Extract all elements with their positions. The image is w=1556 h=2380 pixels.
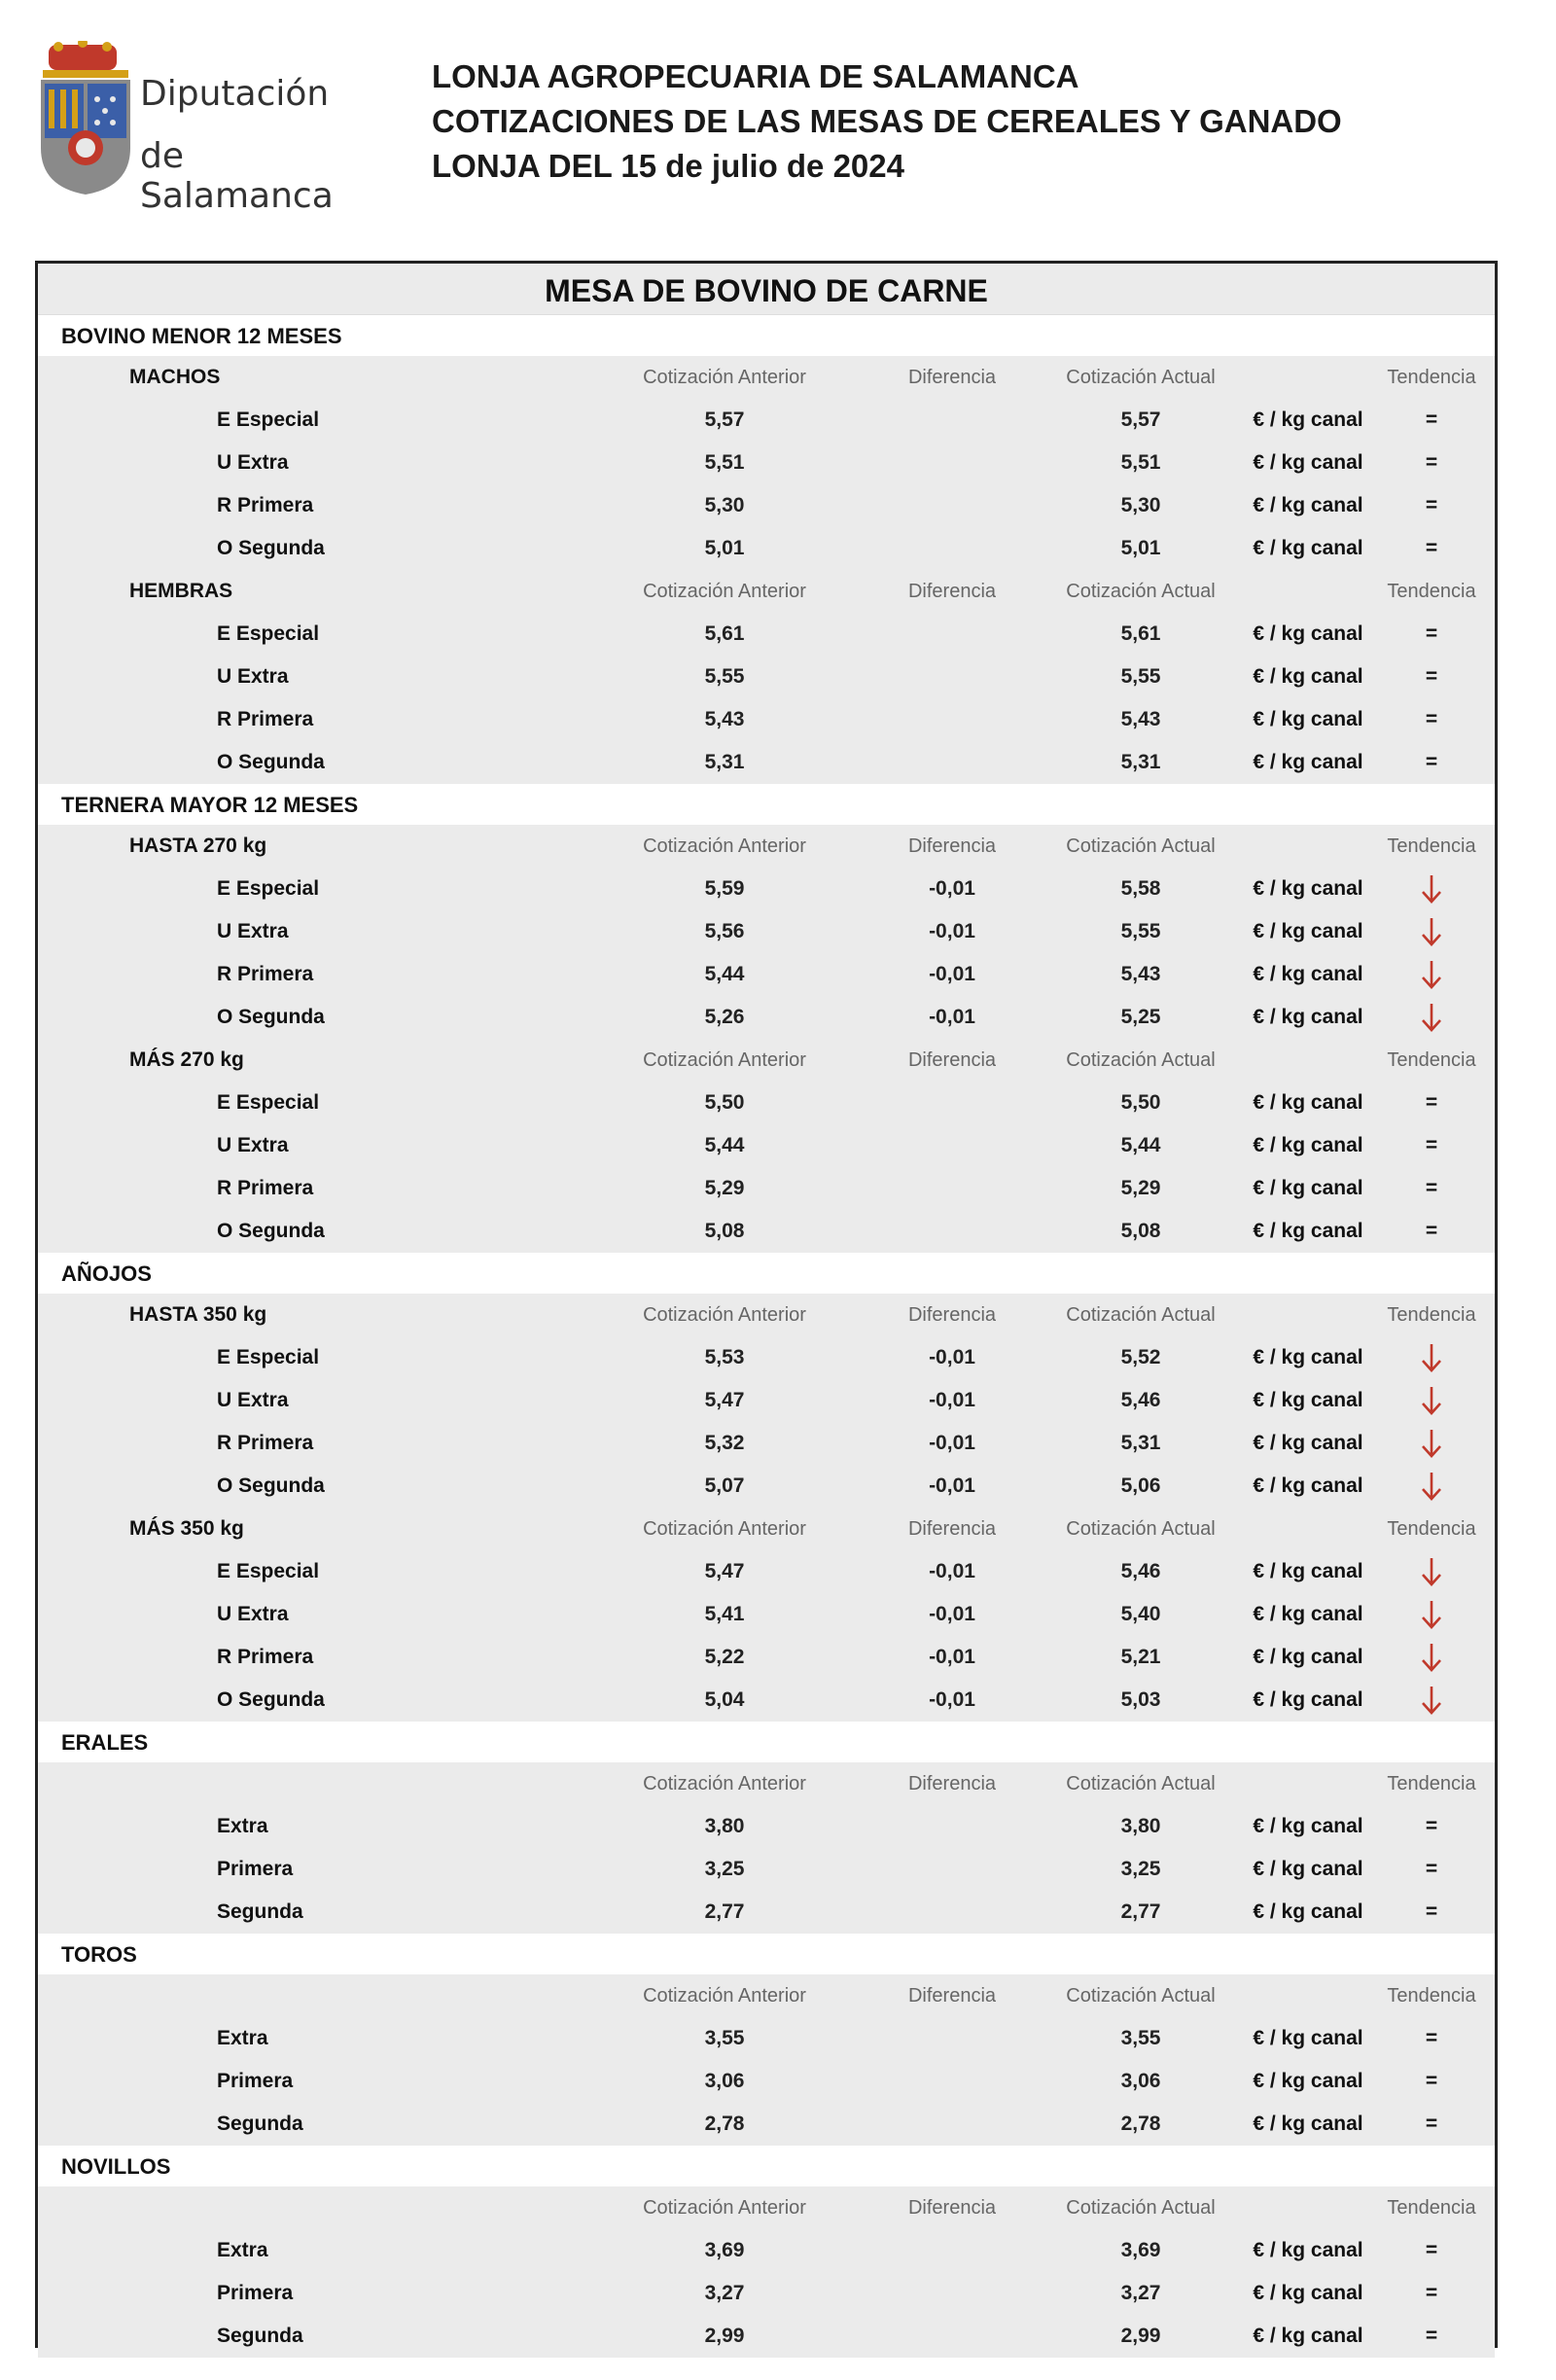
row-cotizacion-anterior: 5,51 xyxy=(704,451,745,474)
row-category: O Segunda xyxy=(217,1220,325,1242)
col-header-actual: Cotización Actual xyxy=(1066,835,1216,857)
row-diferencia: -0,01 xyxy=(929,920,975,942)
row-category: R Primera xyxy=(217,1646,314,1668)
section-body xyxy=(38,356,1495,784)
row-unit: € / kg canal xyxy=(1253,963,1363,985)
row-cotizacion-actual: 5,25 xyxy=(1120,1006,1161,1028)
table-section xyxy=(38,1253,1495,1722)
row-cotizacion-actual: 5,58 xyxy=(1120,877,1161,900)
row-tendencia: = xyxy=(1425,665,1438,688)
trend-down-arrow-icon xyxy=(1380,1336,1483,1379)
table-row xyxy=(38,1124,1495,1167)
row-unit: € / kg canal xyxy=(1253,1688,1363,1711)
column-header-row xyxy=(38,1974,1495,2017)
table-row xyxy=(38,1336,1495,1379)
row-tendencia: = xyxy=(1425,1858,1438,1880)
logo-text-line1: Diputación xyxy=(140,74,330,114)
group-label: MACHOS xyxy=(129,366,221,388)
row-cotizacion-anterior: 5,08 xyxy=(704,1220,745,1242)
row-tendencia: = xyxy=(1425,1091,1438,1114)
col-header-tendencia: Tendencia xyxy=(1387,1773,1476,1794)
column-header-row xyxy=(38,1294,1495,1336)
row-diferencia: -0,01 xyxy=(929,963,975,985)
table-row xyxy=(38,1167,1495,1210)
col-header-tendencia: Tendencia xyxy=(1387,367,1476,388)
row-unit: € / kg canal xyxy=(1253,708,1363,730)
row-tendencia: = xyxy=(1425,451,1438,474)
row-cotizacion-actual: 5,46 xyxy=(1120,1389,1161,1411)
section-body xyxy=(38,825,1495,1253)
title-line3: LONJA DEL 15 de julio de 2024 xyxy=(432,148,904,184)
row-category: E Especial xyxy=(217,877,320,900)
table-row xyxy=(38,996,1495,1039)
row-unit: € / kg canal xyxy=(1253,1900,1363,1923)
row-cotizacion-actual: 5,21 xyxy=(1120,1646,1161,1668)
table-row xyxy=(38,484,1495,527)
row-category: Primera xyxy=(217,1858,294,1880)
row-cotizacion-anterior: 3,55 xyxy=(704,2027,745,2049)
row-tendencia: = xyxy=(1425,494,1438,516)
col-header-anterior: Cotización Anterior xyxy=(643,1049,806,1071)
row-unit: € / kg canal xyxy=(1253,2325,1363,2347)
row-unit: € / kg canal xyxy=(1253,665,1363,688)
section-title: AÑOJOS xyxy=(38,1253,1495,1294)
row-cotizacion-actual: 5,61 xyxy=(1120,622,1161,645)
row-diferencia: -0,01 xyxy=(929,1646,975,1668)
row-cotizacion-anterior: 5,32 xyxy=(704,1432,745,1454)
row-cotizacion-actual: 3,27 xyxy=(1120,2282,1161,2304)
diputacion-logo xyxy=(37,41,368,216)
col-header-tendencia: Tendencia xyxy=(1387,581,1476,602)
row-cotizacion-actual: 5,50 xyxy=(1120,1091,1161,1114)
row-cotizacion-anterior: 2,77 xyxy=(704,1900,745,1923)
trend-down-arrow-icon xyxy=(1380,1465,1483,1508)
row-cotizacion-anterior: 2,78 xyxy=(704,2113,745,2135)
row-unit: € / kg canal xyxy=(1253,1220,1363,1242)
row-cotizacion-anterior: 5,59 xyxy=(704,877,745,900)
row-category: R Primera xyxy=(217,1432,314,1454)
row-diferencia: -0,01 xyxy=(929,877,975,900)
row-category: E Especial xyxy=(217,1346,320,1368)
row-cotizacion-anterior: 3,06 xyxy=(704,2070,745,2092)
page-header xyxy=(0,0,1556,253)
col-header-anterior: Cotización Anterior xyxy=(643,1773,806,1794)
row-cotizacion-actual: 5,46 xyxy=(1120,1560,1161,1582)
col-header-tendencia: Tendencia xyxy=(1387,835,1476,857)
prices-table xyxy=(35,261,1498,2348)
row-cotizacion-anterior: 5,04 xyxy=(704,1688,745,1711)
row-category: O Segunda xyxy=(217,1006,325,1028)
column-header-row xyxy=(38,2186,1495,2229)
col-header-actual: Cotización Actual xyxy=(1066,1985,1216,2007)
table-row xyxy=(38,698,1495,741)
row-category: U Extra xyxy=(217,1603,289,1625)
row-cotizacion-actual: 2,77 xyxy=(1120,1900,1161,1923)
table-row xyxy=(38,1891,1495,1934)
table-row xyxy=(38,399,1495,442)
table-row xyxy=(38,1465,1495,1508)
row-cotizacion-actual: 3,69 xyxy=(1120,2239,1161,2261)
trend-down-arrow-icon xyxy=(1380,1379,1483,1422)
col-header-anterior: Cotización Anterior xyxy=(643,1518,806,1540)
row-cotizacion-anterior: 5,01 xyxy=(704,537,745,559)
section-title: ERALES xyxy=(38,1722,1495,1762)
table-row xyxy=(38,1210,1495,1253)
table-row xyxy=(38,2103,1495,2146)
row-cotizacion-anterior: 5,31 xyxy=(704,751,745,773)
trend-down-arrow-icon xyxy=(1380,868,1483,910)
row-cotizacion-anterior: 5,57 xyxy=(704,409,745,431)
row-cotizacion-actual: 5,44 xyxy=(1120,1134,1161,1156)
section-body xyxy=(38,1294,1495,1722)
row-cotizacion-anterior: 5,26 xyxy=(704,1006,745,1028)
table-row xyxy=(38,1805,1495,1848)
column-header-row xyxy=(38,1762,1495,1805)
row-category: Extra xyxy=(217,2027,268,2049)
row-diferencia: -0,01 xyxy=(929,1432,975,1454)
row-cotizacion-actual: 5,43 xyxy=(1120,708,1161,730)
row-cotizacion-anterior: 5,44 xyxy=(704,963,745,985)
table-sections xyxy=(38,315,1495,2358)
row-tendencia: = xyxy=(1425,2239,1438,2261)
row-cotizacion-anterior: 5,07 xyxy=(704,1474,745,1497)
col-header-anterior: Cotización Anterior xyxy=(643,581,806,602)
row-tendencia: = xyxy=(1425,409,1438,431)
row-unit: € / kg canal xyxy=(1253,1474,1363,1497)
row-diferencia: -0,01 xyxy=(929,1688,975,1711)
col-header-diferencia: Diferencia xyxy=(907,2197,997,2219)
row-category: Extra xyxy=(217,1815,268,1837)
row-category: E Especial xyxy=(217,1091,320,1114)
row-diferencia: -0,01 xyxy=(929,1006,975,1028)
column-header-row xyxy=(38,825,1495,868)
row-unit: € / kg canal xyxy=(1253,2282,1363,2304)
row-tendencia: = xyxy=(1425,1220,1438,1242)
row-cotizacion-actual: 5,30 xyxy=(1120,494,1161,516)
row-cotizacion-actual: 5,31 xyxy=(1120,751,1161,773)
column-header-row xyxy=(38,1039,1495,1082)
row-unit: € / kg canal xyxy=(1253,1603,1363,1625)
row-cotizacion-actual: 5,03 xyxy=(1120,1688,1161,1711)
section-title: NOVILLOS xyxy=(38,2146,1495,2186)
row-unit: € / kg canal xyxy=(1253,451,1363,474)
row-unit: € / kg canal xyxy=(1253,2027,1363,2049)
row-category: Primera xyxy=(217,2070,294,2092)
row-tendencia: = xyxy=(1425,2070,1438,2092)
row-cotizacion-anterior: 5,22 xyxy=(704,1646,745,1668)
row-unit: € / kg canal xyxy=(1253,1091,1363,1114)
col-header-diferencia: Diferencia xyxy=(907,367,997,388)
section-title: TOROS xyxy=(38,1934,1495,1974)
table-row xyxy=(38,1636,1495,1679)
section-body xyxy=(38,1974,1495,2146)
col-header-diferencia: Diferencia xyxy=(907,1304,997,1326)
logo-text-line2: de Salamanca xyxy=(140,136,334,216)
col-header-actual: Cotización Actual xyxy=(1066,1518,1216,1540)
row-category: Segunda xyxy=(217,2325,303,2347)
row-tendencia: = xyxy=(1425,1815,1438,1837)
row-cotizacion-anterior: 5,50 xyxy=(704,1091,745,1114)
row-category: U Extra xyxy=(217,451,289,474)
row-cotizacion-actual: 5,01 xyxy=(1120,537,1161,559)
table-row xyxy=(38,953,1495,996)
row-cotizacion-actual: 3,55 xyxy=(1120,2027,1161,2049)
row-diferencia: -0,01 xyxy=(929,1474,975,1497)
row-cotizacion-anterior: 5,30 xyxy=(704,494,745,516)
row-cotizacion-actual: 5,55 xyxy=(1120,920,1161,942)
section-body xyxy=(38,2186,1495,2358)
row-unit: € / kg canal xyxy=(1253,920,1363,942)
coat-of-arms-icon xyxy=(37,41,134,196)
row-cotizacion-anterior: 5,43 xyxy=(704,708,745,730)
col-header-tendencia: Tendencia xyxy=(1387,1985,1476,2007)
col-header-diferencia: Diferencia xyxy=(907,1049,997,1071)
row-cotizacion-actual: 5,08 xyxy=(1120,1220,1161,1242)
row-unit: € / kg canal xyxy=(1253,1389,1363,1411)
col-header-tendencia: Tendencia xyxy=(1387,1518,1476,1540)
row-unit: € / kg canal xyxy=(1253,1815,1363,1837)
row-cotizacion-anterior: 5,55 xyxy=(704,665,745,688)
table-row xyxy=(38,1422,1495,1465)
row-unit: € / kg canal xyxy=(1253,1346,1363,1368)
row-unit: € / kg canal xyxy=(1253,1177,1363,1199)
table-row xyxy=(38,741,1495,784)
row-cotizacion-actual: 2,78 xyxy=(1120,2113,1161,2135)
row-tendencia: = xyxy=(1425,2325,1438,2347)
table-row xyxy=(38,2229,1495,2272)
row-cotizacion-actual: 5,57 xyxy=(1120,409,1161,431)
row-cotizacion-anterior: 3,25 xyxy=(704,1858,745,1880)
table-section xyxy=(38,1722,1495,1934)
col-header-anterior: Cotización Anterior xyxy=(643,835,806,857)
row-cotizacion-anterior: 5,56 xyxy=(704,920,745,942)
row-unit: € / kg canal xyxy=(1253,1134,1363,1156)
row-unit: € / kg canal xyxy=(1253,622,1363,645)
table-row xyxy=(38,442,1495,484)
table-row xyxy=(38,613,1495,656)
column-header-row xyxy=(38,1508,1495,1550)
row-cotizacion-actual: 5,52 xyxy=(1120,1346,1161,1368)
table-row xyxy=(38,2272,1495,2315)
row-cotizacion-anterior: 5,29 xyxy=(704,1177,745,1199)
table-row xyxy=(38,1550,1495,1593)
document-titles xyxy=(432,54,1342,189)
table-row xyxy=(38,1848,1495,1891)
row-category: E Especial xyxy=(217,622,320,645)
row-cotizacion-actual: 3,25 xyxy=(1120,1858,1161,1880)
table-section xyxy=(38,1934,1495,2146)
col-header-anterior: Cotización Anterior xyxy=(643,1985,806,2007)
row-category: O Segunda xyxy=(217,751,325,773)
group-label: HASTA 350 kg xyxy=(129,1303,267,1326)
table-section xyxy=(38,784,1495,1253)
col-header-tendencia: Tendencia xyxy=(1387,2197,1476,2219)
col-header-anterior: Cotización Anterior xyxy=(643,2197,806,2219)
row-cotizacion-actual: 3,06 xyxy=(1120,2070,1161,2092)
col-header-diferencia: Diferencia xyxy=(907,1773,997,1794)
row-tendencia: = xyxy=(1425,2027,1438,2049)
row-diferencia: -0,01 xyxy=(929,1389,975,1411)
row-unit: € / kg canal xyxy=(1253,494,1363,516)
row-category: R Primera xyxy=(217,1177,314,1199)
trend-down-arrow-icon xyxy=(1380,1422,1483,1465)
row-diferencia: -0,01 xyxy=(929,1603,975,1625)
row-tendencia: = xyxy=(1425,1900,1438,1923)
col-header-diferencia: Diferencia xyxy=(907,1518,997,1540)
col-header-tendencia: Tendencia xyxy=(1387,1049,1476,1071)
trend-down-arrow-icon xyxy=(1380,1550,1483,1593)
table-row xyxy=(38,2017,1495,2060)
row-cotizacion-actual: 5,06 xyxy=(1120,1474,1161,1497)
col-header-actual: Cotización Actual xyxy=(1066,2197,1216,2219)
table-row xyxy=(38,1679,1495,1722)
row-unit: € / kg canal xyxy=(1253,2113,1363,2135)
col-header-actual: Cotización Actual xyxy=(1066,1773,1216,1794)
row-category: Segunda xyxy=(217,1900,303,1923)
row-cotizacion-anterior: 5,41 xyxy=(704,1603,745,1625)
mesa-title: MESA DE BOVINO DE CARNE xyxy=(38,264,1495,315)
row-cotizacion-anterior: 5,53 xyxy=(704,1346,745,1368)
row-category: Primera xyxy=(217,2282,294,2304)
row-tendencia: = xyxy=(1425,708,1438,730)
row-cotizacion-actual: 5,31 xyxy=(1120,1432,1161,1454)
table-row xyxy=(38,868,1495,910)
table-row xyxy=(38,1593,1495,1636)
section-title: TERNERA MAYOR 12 MESES xyxy=(38,784,1495,825)
column-header-row xyxy=(38,356,1495,399)
row-tendencia: = xyxy=(1425,2113,1438,2135)
trend-down-arrow-icon xyxy=(1380,1636,1483,1679)
row-cotizacion-anterior: 3,69 xyxy=(704,2239,745,2261)
row-tendencia: = xyxy=(1425,537,1438,559)
group-label: MÁS 270 kg xyxy=(129,1048,244,1071)
row-cotizacion-actual: 5,43 xyxy=(1120,963,1161,985)
row-cotizacion-actual: 5,29 xyxy=(1120,1177,1161,1199)
table-row xyxy=(38,656,1495,698)
row-unit: € / kg canal xyxy=(1253,877,1363,900)
col-header-anterior: Cotización Anterior xyxy=(643,367,806,388)
col-header-diferencia: Diferencia xyxy=(907,581,997,602)
row-unit: € / kg canal xyxy=(1253,1646,1363,1668)
group-label: HASTA 270 kg xyxy=(129,835,267,857)
row-cotizacion-actual: 5,51 xyxy=(1120,451,1161,474)
row-category: O Segunda xyxy=(217,1688,325,1711)
row-cotizacion-anterior: 5,47 xyxy=(704,1389,745,1411)
row-unit: € / kg canal xyxy=(1253,2070,1363,2092)
trend-down-arrow-icon xyxy=(1380,953,1483,996)
col-header-actual: Cotización Actual xyxy=(1066,581,1216,602)
row-category: U Extra xyxy=(217,1134,289,1156)
title-line1: LONJA AGROPECUARIA DE SALAMANCA xyxy=(432,58,1079,94)
trend-down-arrow-icon xyxy=(1380,1593,1483,1636)
row-unit: € / kg canal xyxy=(1253,409,1363,431)
row-unit: € / kg canal xyxy=(1253,537,1363,559)
row-tendencia: = xyxy=(1425,1177,1438,1199)
group-label: MÁS 350 kg xyxy=(129,1517,244,1540)
row-tendencia: = xyxy=(1425,1134,1438,1156)
col-header-actual: Cotización Actual xyxy=(1066,1049,1216,1071)
row-tendencia: = xyxy=(1425,2282,1438,2304)
row-category: U Extra xyxy=(217,1389,289,1411)
col-header-actual: Cotización Actual xyxy=(1066,367,1216,388)
table-row xyxy=(38,1379,1495,1422)
row-unit: € / kg canal xyxy=(1253,1432,1363,1454)
row-category: U Extra xyxy=(217,665,289,688)
column-header-row xyxy=(38,570,1495,613)
group-label: HEMBRAS xyxy=(129,580,233,602)
row-cotizacion-anterior: 2,99 xyxy=(704,2325,745,2347)
row-unit: € / kg canal xyxy=(1253,1560,1363,1582)
row-cotizacion-anterior: 5,44 xyxy=(704,1134,745,1156)
row-tendencia: = xyxy=(1425,751,1438,773)
row-cotizacion-anterior: 5,47 xyxy=(704,1560,745,1582)
col-header-diferencia: Diferencia xyxy=(907,835,997,857)
section-title: BOVINO MENOR 12 MESES xyxy=(38,315,1495,356)
row-category: R Primera xyxy=(217,494,314,516)
row-category: O Segunda xyxy=(217,1474,325,1497)
row-cotizacion-anterior: 3,80 xyxy=(704,1815,745,1837)
col-header-tendencia: Tendencia xyxy=(1387,1304,1476,1326)
row-unit: € / kg canal xyxy=(1253,1006,1363,1028)
table-row xyxy=(38,2315,1495,2358)
row-cotizacion-actual: 2,99 xyxy=(1120,2325,1161,2347)
row-cotizacion-anterior: 3,27 xyxy=(704,2282,745,2304)
table-section xyxy=(38,315,1495,784)
row-category: R Primera xyxy=(217,708,314,730)
row-category: O Segunda xyxy=(217,537,325,559)
title-line2: COTIZACIONES DE LAS MESAS DE CEREALES Y GANADO xyxy=(432,103,1342,139)
col-header-anterior: Cotización Anterior xyxy=(643,1304,806,1326)
row-category: Segunda xyxy=(217,2113,303,2135)
row-unit: € / kg canal xyxy=(1253,751,1363,773)
section-body xyxy=(38,1762,1495,1934)
trend-down-arrow-icon xyxy=(1380,996,1483,1039)
row-cotizacion-actual: 5,40 xyxy=(1120,1603,1161,1625)
row-diferencia: -0,01 xyxy=(929,1560,975,1582)
row-unit: € / kg canal xyxy=(1253,1858,1363,1880)
row-cotizacion-anterior: 5,61 xyxy=(704,622,745,645)
row-cotizacion-actual: 3,80 xyxy=(1120,1815,1161,1837)
row-tendencia: = xyxy=(1425,622,1438,645)
row-category: E Especial xyxy=(217,1560,320,1582)
table-row xyxy=(38,527,1495,570)
trend-down-arrow-icon xyxy=(1380,910,1483,953)
row-cotizacion-actual: 5,55 xyxy=(1120,665,1161,688)
row-category: Extra xyxy=(217,2239,268,2261)
col-header-diferencia: Diferencia xyxy=(907,1985,997,2007)
table-section xyxy=(38,2146,1495,2358)
row-diferencia: -0,01 xyxy=(929,1346,975,1368)
trend-down-arrow-icon xyxy=(1380,1679,1483,1722)
table-row xyxy=(38,1082,1495,1124)
row-category: U Extra xyxy=(217,920,289,942)
row-unit: € / kg canal xyxy=(1253,2239,1363,2261)
row-category: R Primera xyxy=(217,963,314,985)
table-row xyxy=(38,910,1495,953)
col-header-actual: Cotización Actual xyxy=(1066,1304,1216,1326)
table-row xyxy=(38,2060,1495,2103)
row-category: E Especial xyxy=(217,409,320,431)
